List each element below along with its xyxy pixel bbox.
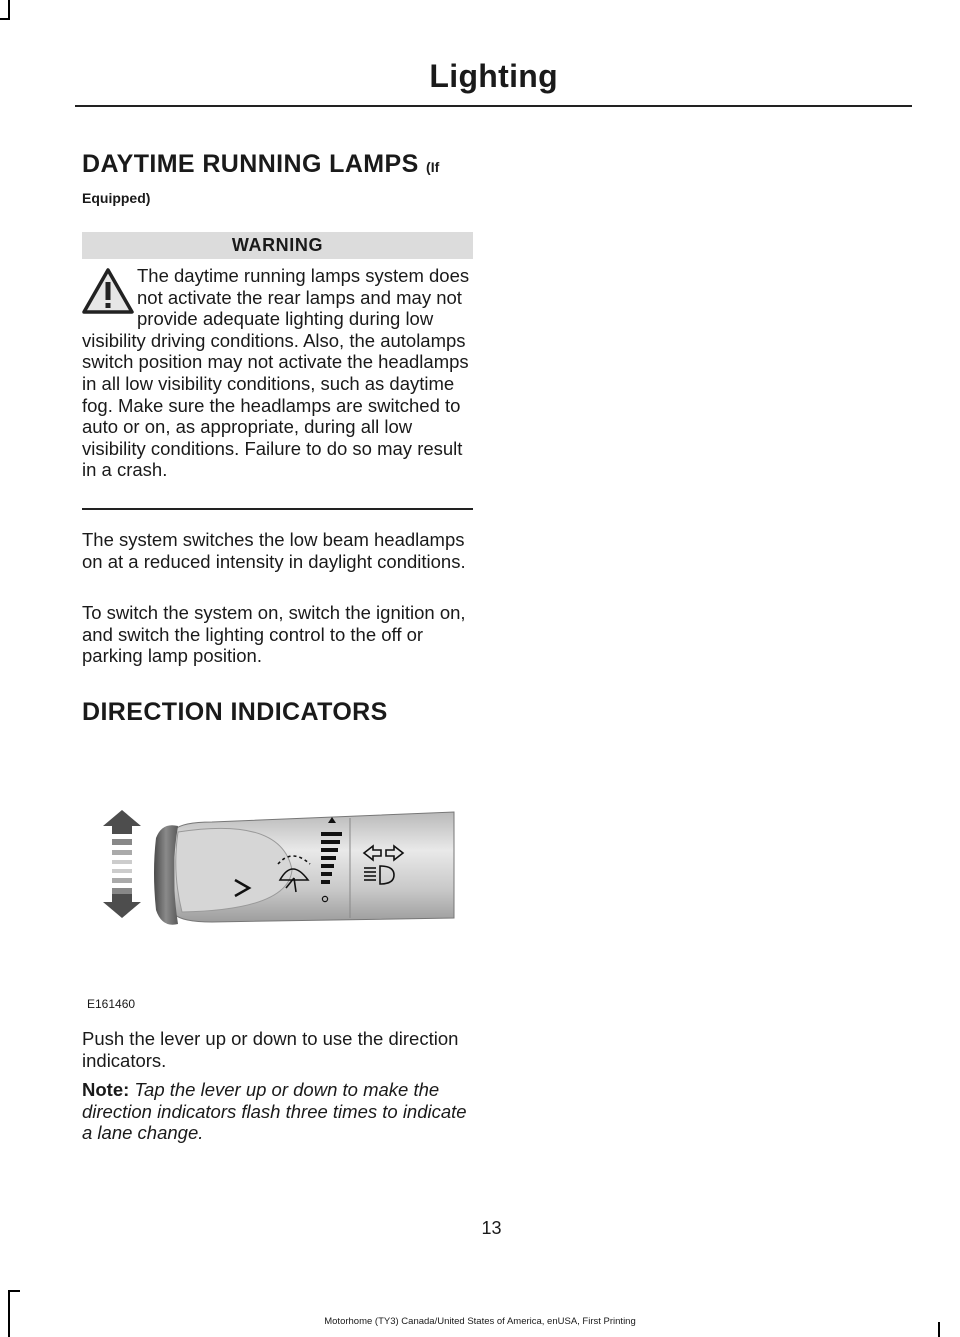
- warning-rule: [82, 508, 473, 510]
- subheading-equipped: Equipped): [82, 190, 151, 206]
- header-rule: [75, 105, 912, 107]
- heading-drl: [82, 150, 474, 179]
- section-heading-drl: [82, 150, 474, 179]
- heading-drl-suffix: (If: [426, 159, 440, 175]
- footer-text: Motorhome (TY3) Canada/United States of America, enUSA, First Printing: [324, 1316, 636, 1327]
- note-direction: [82, 1079, 474, 1144]
- heading-drl-text: DAYTIME RUNNING LAMPS: [82, 150, 419, 178]
- heading-direction: DIRECTION INDICATORS: [82, 698, 388, 726]
- note-label: Note:: [82, 1079, 130, 1100]
- turn-signal-lever-illustration: [82, 760, 474, 1010]
- warning-text: [82, 265, 474, 481]
- section-heading-direction: [82, 698, 474, 727]
- crop-mark-bottom-left-h: [8, 1290, 20, 1292]
- note-text: Tap the lever up or down to make the direction indicators flash three times to indicate a lane change.: [82, 1079, 467, 1144]
- crop-mark-top-left-h: [0, 18, 10, 20]
- crop-mark-top-left-v: [8, 0, 10, 18]
- crop-mark-bottom-left-v: [8, 1290, 10, 1337]
- figure-id: E161460: [87, 997, 136, 1011]
- up-down-arrow-icon: [103, 810, 141, 918]
- running-header: Lighting: [429, 58, 558, 94]
- page-number: 13: [481, 1218, 502, 1238]
- paragraph-drl-1: The system switches the low beam headlamps on at a reduced intensity in daylight conditions.: [82, 529, 466, 572]
- warning-text-content: The daytime running lamps system does not activate the rear lamps and may not provide adequate lighting during low visibility driving conditions. Also, the autolamps switch position may not activate the headlamps in all low visibility conditions, such as daytime fog. Make sure the headlamps are switched to auto or on, as appropriate, during all low visibility conditions. Failure to do so may result in a crash.: [82, 265, 470, 481]
- paragraph-direction-1: Push the lever up or down to use the direction indicators.: [82, 1028, 459, 1071]
- warning-icon-spacer: [82, 265, 137, 329]
- warning-label: WARNING: [82, 232, 473, 259]
- paragraph-drl-2: To switch the system on, switch the ignition on, and switch the lighting control to the off or parking lamp position.: [82, 602, 466, 667]
